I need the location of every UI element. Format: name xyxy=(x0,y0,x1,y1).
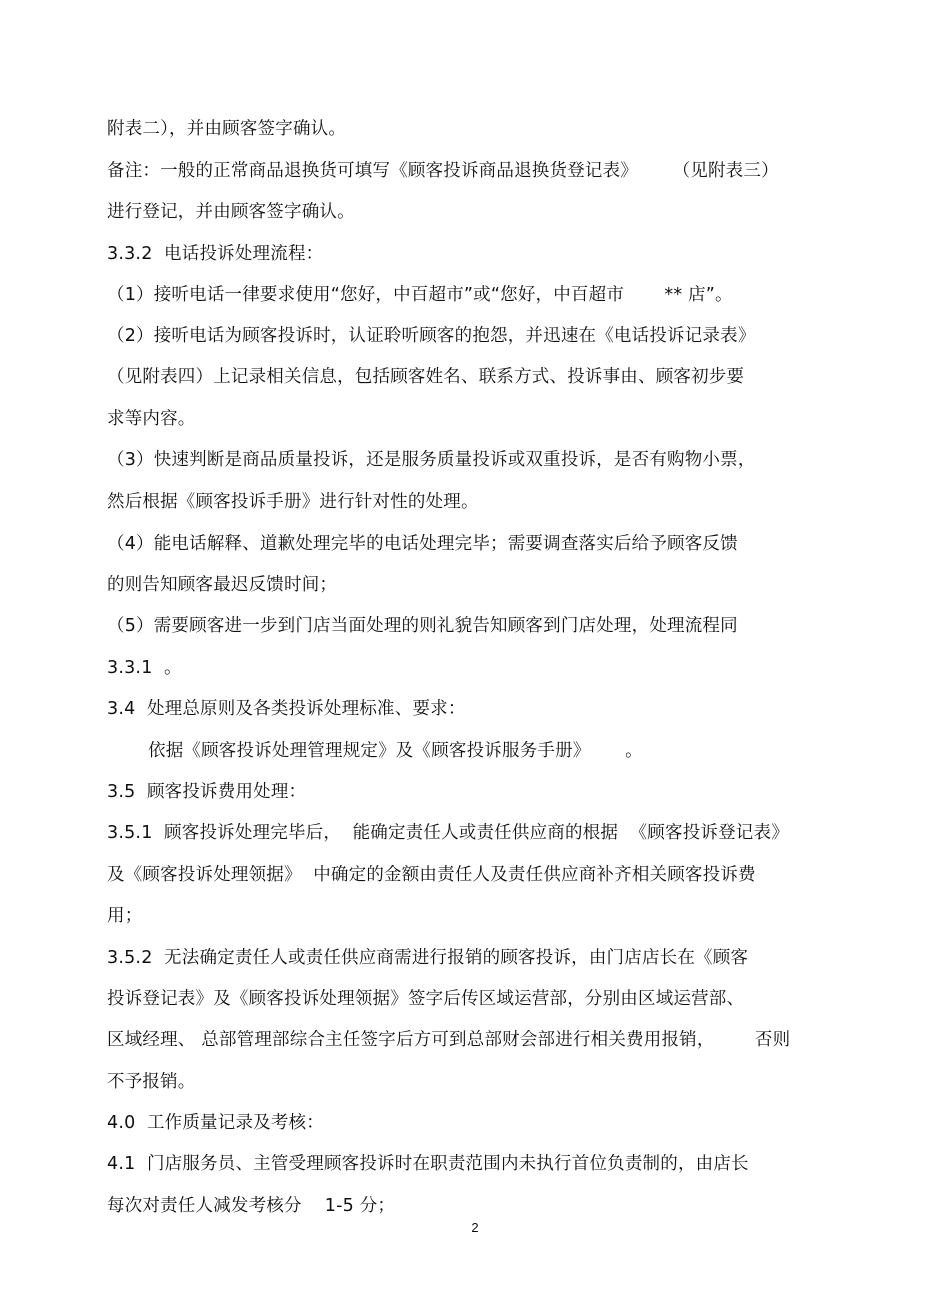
text-line: 4.1 门店服务员、主管受理顾客投诉时在职责范围内未执行首位负责制的，由店长 xyxy=(107,1154,749,1174)
text-line: （2）接听电话为顾客投诉时，认证聆听顾客的抱怨，并迅速在《电话投诉记录表》 xyxy=(107,326,756,346)
text-line: 然后根据《顾客投诉手册》进行针对性的处理。 xyxy=(107,492,479,512)
text-line: （见附表四）上记录相关信息，包括顾客姓名、联系方式、投诉事由、顾客初步要 xyxy=(107,367,745,387)
text-line: 每次对责任人减发考核分 1-5 分； xyxy=(107,1196,396,1216)
section-heading: 3.4 处理总原则及各类投诉处理标准、要求： xyxy=(107,699,466,719)
text-line: （5）需要顾客进一步到门店当面处理的则礼貌告知顾客到门店处理，处理流程同 xyxy=(107,616,738,636)
text-line: （4）能电话解释、道歉处理完毕的电话处理完毕；需要调查落实后给予顾客反馈 xyxy=(107,534,738,554)
text-line: 备注：一般的正常商品退换货可填写《顾客投诉商品退换货登记表》 （见附表三） xyxy=(107,161,779,181)
text-line: 及《顾客投诉处理领据》 中确定的金额由责任人及责任供应商补齐相关顾客投诉费 xyxy=(107,865,756,885)
section-heading: 3.5 顾客投诉费用处理： xyxy=(107,782,307,802)
text-line: 区域经理、 总部管理部综合主任签字后方可到总部财会部进行相关费用报销， 否则 xyxy=(107,1030,791,1050)
text-line: 用； xyxy=(107,906,143,926)
text-line: 附表二），并由顾客签字确认。 xyxy=(107,119,347,139)
text-line: （1）接听电话一律要求使用“您好，中百超市”或“您好，中百超市 ** 店”。 xyxy=(107,285,733,305)
text-line: 求等内容。 xyxy=(107,409,196,429)
page-number: 2 xyxy=(471,1220,479,1235)
text-line: 的则告知顾客最迟反馈时间； xyxy=(107,575,338,595)
text-line: 进行登记，并由顾客签字确认。 xyxy=(107,202,355,222)
text-line: 不予报销。 xyxy=(107,1072,196,1092)
text-line: 3.5.2 无法确定责任人或责任供应商需进行报销的顾客投诉，由门店店长在《顾客 xyxy=(107,948,749,968)
section-heading: 4.0 工作质量记录及考核： xyxy=(107,1113,324,1133)
text-line: 3.3.1 。 xyxy=(107,658,182,678)
text-line: （3）快速判断是商品质量投诉，还是服务质量投诉或双重投诉，是否有购物小票， xyxy=(107,450,756,470)
section-heading: 3.3.2 电话投诉处理流程： xyxy=(107,244,324,264)
text-line: 3.5.1 顾客投诉处理完毕后， 能确定责任人或责任供应商的根据 《顾客投诉登记表》 xyxy=(107,823,789,843)
text-line: 投诉登记表》及《顾客投诉处理领据》签字后传区域运营部，分别由区域运营部、 xyxy=(107,989,745,1009)
text-line: 依据《顾客投诉处理管理规定》及《顾客投诉服务手册》 。 xyxy=(148,741,643,761)
